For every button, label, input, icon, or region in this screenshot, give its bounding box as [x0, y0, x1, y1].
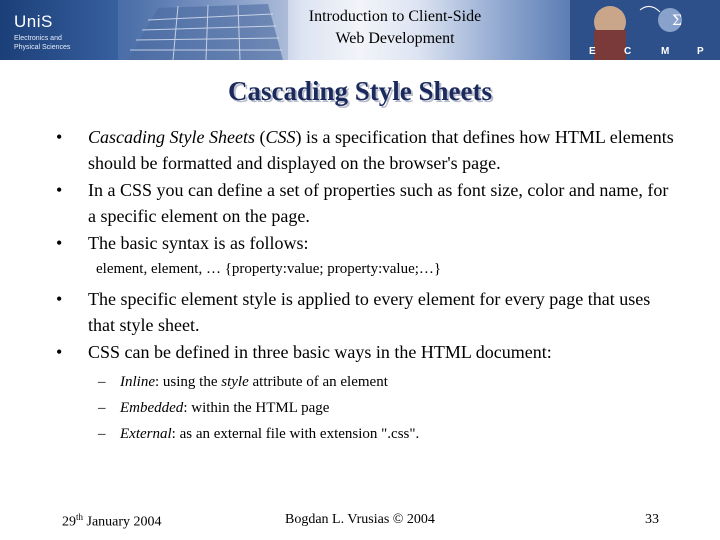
bullet-css-properties	[56, 177, 676, 229]
logo-sub-text: Electronics and Physical Sciences	[14, 35, 71, 51]
slide-title: Cascading Style Sheets	[227, 76, 492, 106]
sub-inline-text-a: : using the	[155, 374, 222, 390]
bullet-css-definition	[56, 124, 676, 176]
unis-logo	[10, 8, 110, 56]
course-title	[250, 6, 540, 50]
bullet-three-ways	[56, 339, 676, 365]
letter-c: C	[624, 46, 632, 57]
bullet-style-applied-text: The specific element style is applied to every element for every page that uses that style sheet.	[88, 289, 651, 335]
syntax-example: element, element, … {property:value; property:value;…}	[96, 261, 442, 277]
bullet-marker: •	[56, 342, 63, 362]
bullet-basic-syntax-text: The basic syntax is as follows:	[88, 233, 309, 253]
sub-bullet-inline	[56, 369, 676, 395]
letter-m: M	[661, 46, 670, 57]
slide-content	[56, 124, 676, 447]
sub-bullet-embedded	[56, 395, 676, 421]
dash-marker: –	[98, 374, 106, 390]
term-inline: Inline	[120, 374, 155, 390]
date-day: 29	[62, 514, 76, 530]
letter-p: P	[697, 46, 704, 57]
footer-date	[62, 512, 162, 531]
sub-inline-text-b: attribute of an element	[248, 374, 388, 390]
header-banner	[0, 0, 720, 60]
sub-bullet-external	[56, 421, 676, 447]
bullet-three-ways-text: CSS can be defined in three basic ways in the HTML document:	[88, 342, 552, 362]
term-cascading-style-sheets: Cascading Style Sheets	[88, 127, 255, 147]
term-external: External	[120, 426, 172, 442]
logo-main-text: UniS	[14, 12, 53, 31]
bullet-basic-syntax	[56, 230, 676, 256]
bullet-css-definition-text: ) is a specification that defines how HTML elements should be formatted and displayed on the browser's page.	[88, 127, 674, 173]
svg-text:Σ: Σ	[672, 13, 682, 29]
dash-marker: –	[98, 400, 106, 416]
course-title-line2: Web Development	[335, 30, 455, 47]
course-title-line1: Introduction to Client-Side	[308, 8, 482, 25]
term-css: CSS	[265, 127, 296, 147]
term-style: style	[221, 374, 249, 390]
bullet-marker: •	[56, 289, 63, 309]
paren-open: (	[254, 127, 266, 147]
page-number: 33	[645, 512, 659, 527]
date-rest: January 2004	[83, 514, 162, 530]
bullet-marker: •	[56, 180, 63, 200]
bullet-css-properties-text: In a CSS you can define a set of properties such as font size, color and name, for a specific element on the page.	[88, 180, 669, 226]
sub-external-text: : as an external file with extension ".css".	[171, 426, 420, 442]
footer-author: Bogdan L. Vrusias © 2004	[285, 512, 435, 527]
date-suffix: th	[76, 512, 84, 522]
bullet-marker: •	[56, 127, 63, 147]
bullet-style-applied	[56, 286, 676, 338]
sub-embedded-text: : within the HTML page	[183, 400, 330, 416]
dash-marker: –	[98, 426, 106, 442]
term-embedded: Embedded	[120, 400, 184, 416]
letter-e: E	[589, 46, 596, 57]
bullet-marker: •	[56, 233, 63, 253]
